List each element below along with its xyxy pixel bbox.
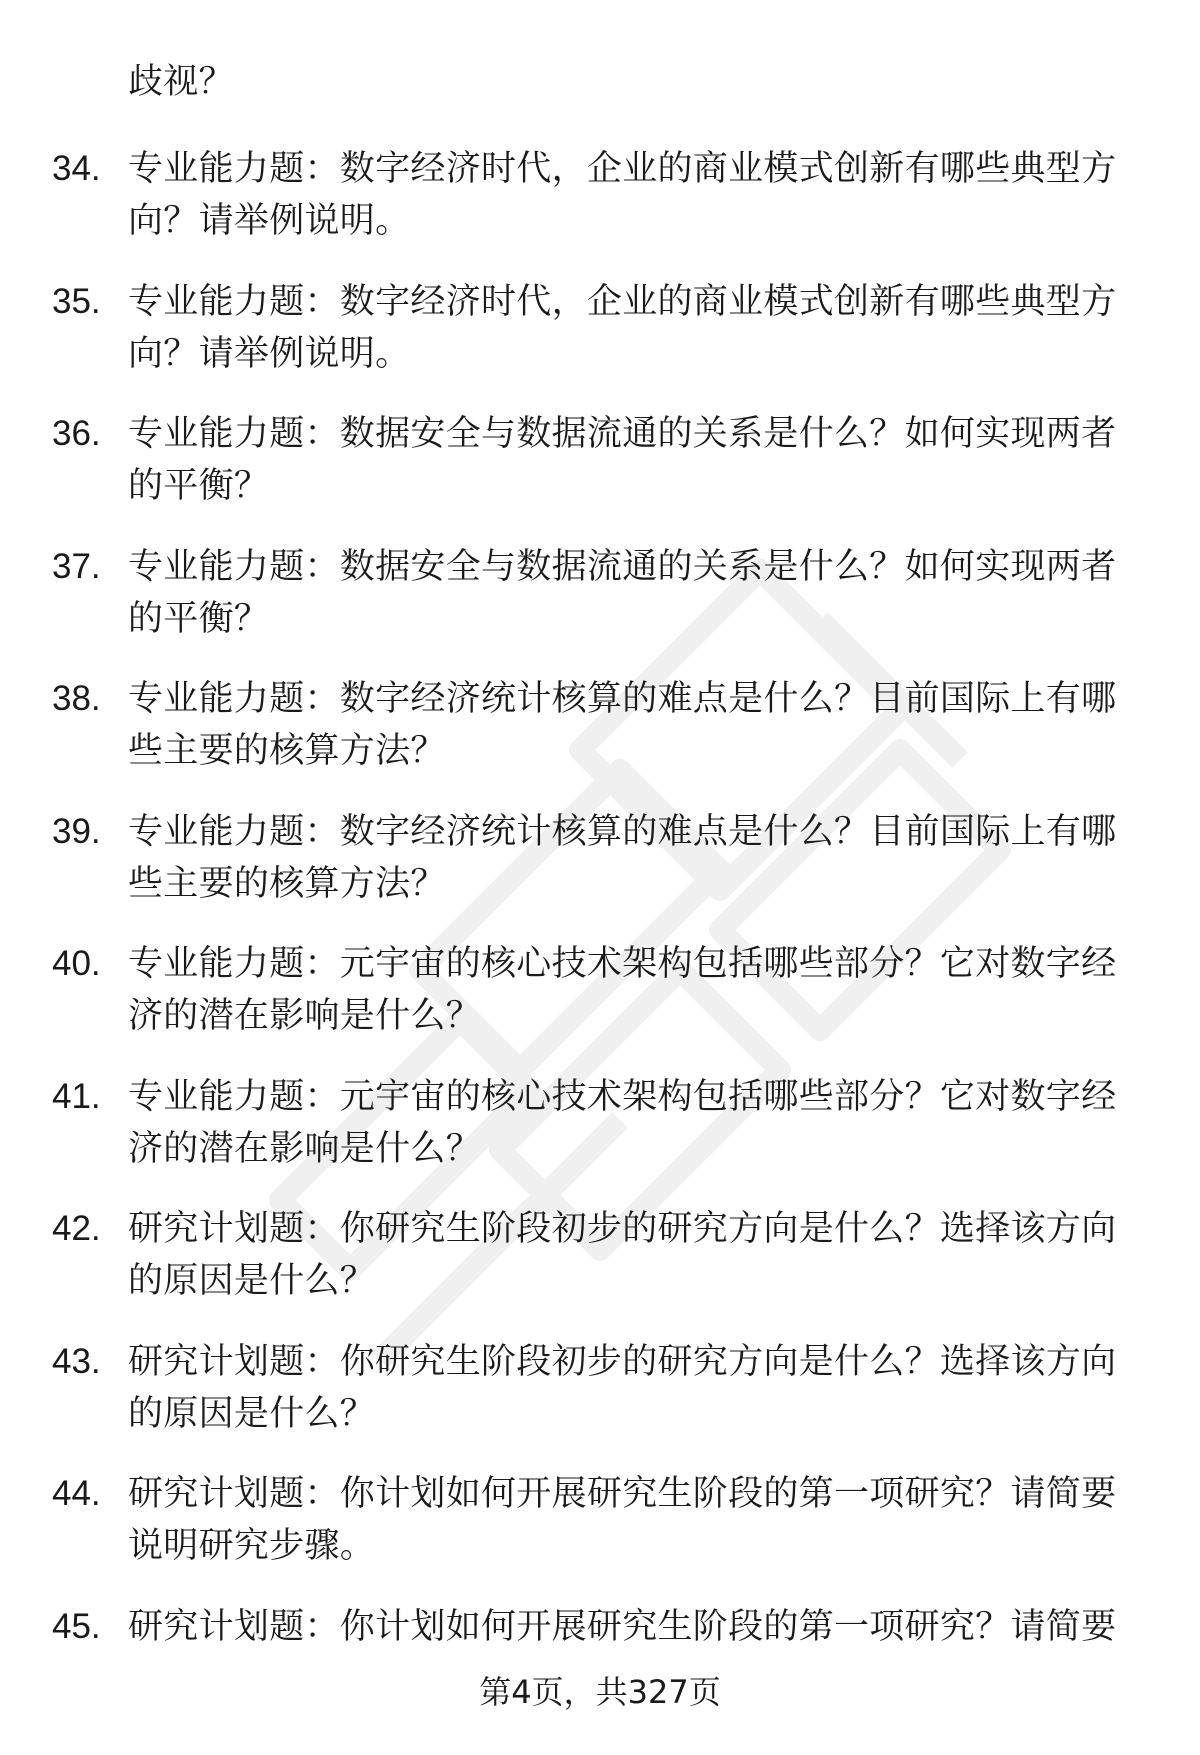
- question-line: 的原因是什么？: [128, 1261, 376, 1301]
- question-item: [0, 938, 1200, 1071]
- question-number: 44.: [52, 1474, 101, 1513]
- question-line: 专业能力题：数据安全与数据流通的关系是什么？如何实现两者: [128, 546, 1117, 587]
- question-item: [0, 408, 1200, 541]
- question-line: 济的潜在影响是什么？: [128, 996, 482, 1036]
- question-item: [0, 276, 1200, 409]
- question-line: 的平衡？: [128, 598, 270, 639]
- question-text: [128, 408, 1136, 512]
- question-list: [0, 143, 1200, 1733]
- question-line: 向？请举例说明。: [128, 201, 411, 241]
- question-text: [128, 806, 1136, 910]
- question-line: 些主要的核算方法？: [128, 731, 446, 771]
- question-line: 的平衡？: [128, 466, 270, 506]
- question-line: 专业能力题：数字经济时代，企业的商业模式创新有哪些典型方: [128, 149, 1117, 189]
- question-item: [0, 673, 1200, 806]
- question-item: [0, 806, 1200, 939]
- question-line: 专业能力题：数字经济统计核算的难点是什么？目前国际上有哪: [128, 811, 1117, 852]
- question-line: 专业能力题：数字经济时代，企业的商业模式创新有哪些典型方: [128, 281, 1117, 322]
- question-item: [0, 1601, 1200, 1734]
- question-text: [128, 143, 1136, 247]
- question-text: [128, 673, 1136, 777]
- question-number: 38.: [52, 679, 101, 718]
- question-line: 研究计划题：你研究生阶段初步的研究方向是什么？选择该方向: [128, 1341, 1117, 1382]
- question-line: 研究计划题：你研究生阶段初步的研究方向是什么？选择该方向: [128, 1209, 1117, 1249]
- question-text: [128, 276, 1136, 380]
- question-line: 研究计划题：你计划如何开展研究生阶段的第一项研究？请简要: [128, 1474, 1117, 1514]
- question-item: [0, 1071, 1200, 1204]
- question-text: [128, 541, 1136, 645]
- question-number: 40.: [52, 944, 101, 983]
- question-number: 36.: [52, 414, 101, 453]
- question-text: [128, 1336, 1136, 1440]
- question-number: 42.: [52, 1209, 101, 1248]
- question-line: 的原因是什么？: [128, 1393, 376, 1434]
- question-number: 43.: [52, 1341, 101, 1381]
- question-number: 45.: [52, 1606, 101, 1646]
- question-item: [0, 1336, 1200, 1469]
- question-line: 专业能力题：数据安全与数据流通的关系是什么？如何实现两者: [128, 414, 1117, 454]
- question-text: [128, 1601, 1136, 1653]
- question-number: 39.: [52, 811, 101, 851]
- question-line: 专业能力题：数字经济统计核算的难点是什么？目前国际上有哪: [128, 679, 1117, 719]
- question-line: 向？请举例说明。: [128, 333, 411, 374]
- question-text: [128, 1071, 1136, 1175]
- question-item: [0, 143, 1200, 276]
- question-number: 37.: [52, 546, 101, 586]
- question-text: [128, 938, 1136, 1042]
- question-item: [0, 541, 1200, 674]
- page-number-footer: 第4页，共327页: [479, 1673, 721, 1711]
- question-line: 些主要的核算方法？: [128, 863, 446, 904]
- question-text: [128, 1468, 1136, 1572]
- question-item: [0, 1203, 1200, 1336]
- question-number: 41.: [52, 1076, 101, 1116]
- question-number: 35.: [52, 281, 101, 321]
- question-number: 34.: [52, 149, 101, 188]
- question-item: [0, 1468, 1200, 1601]
- question-text: [128, 1203, 1136, 1307]
- question-line: 研究计划题：你计划如何开展研究生阶段的第一项研究？请简要: [128, 1606, 1117, 1647]
- question-line: 专业能力题：元宇宙的核心技术架构包括哪些部分？它对数字经: [128, 1076, 1117, 1117]
- question-line: 专业能力题：元宇宙的核心技术架构包括哪些部分？它对数字经: [128, 944, 1117, 984]
- question-line: 济的潜在影响是什么？: [128, 1128, 482, 1169]
- question-line: 说明研究步骤。: [128, 1526, 376, 1566]
- continued-question-text: 歧视？: [128, 62, 234, 102]
